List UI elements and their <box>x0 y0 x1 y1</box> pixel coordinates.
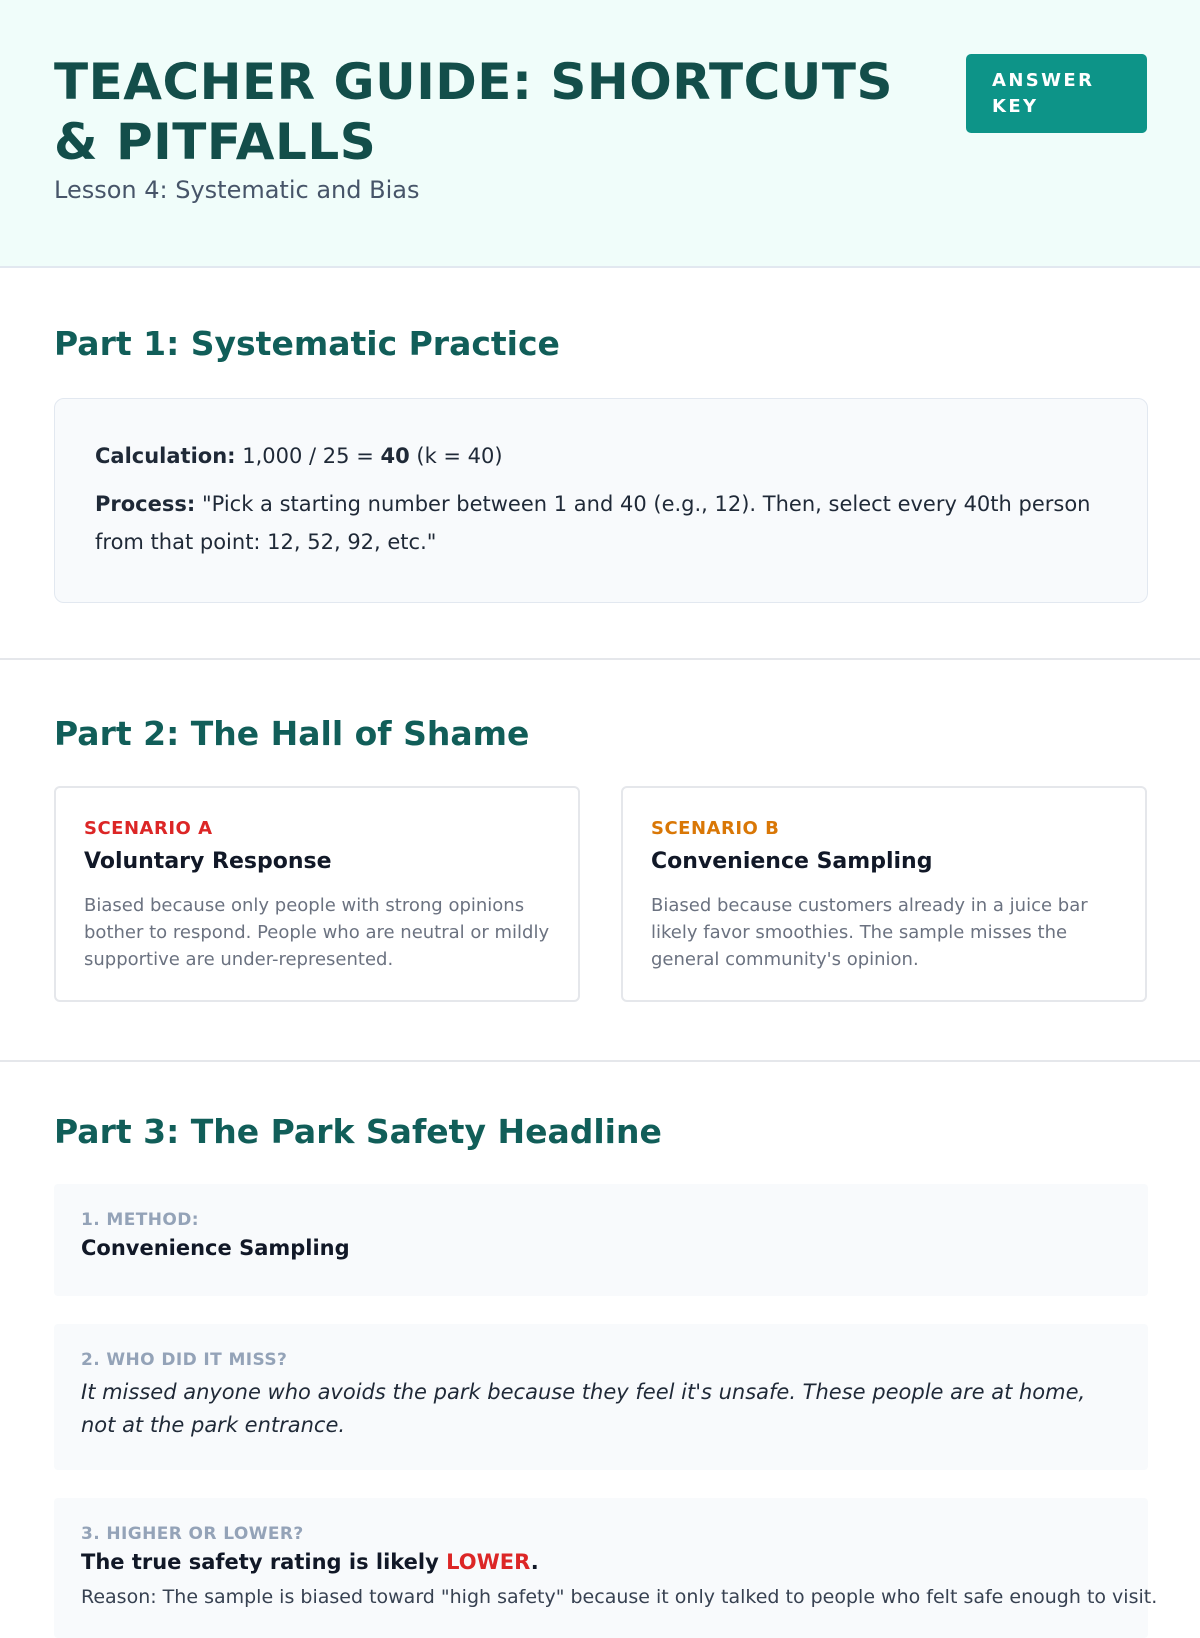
process-line <box>95 485 1107 561</box>
who-missed-answer: It missed anyone who avoids the park because they feel it's unsafe. These people are at home, not at the park entrance. <box>81 1380 1086 1437</box>
higher-lower-prefix: The true safety rating is likely <box>81 1550 447 1574</box>
method-label: 1. METHOD: <box>81 1210 199 1230</box>
scenario-a-body: Biased because only people with strong opinions bother to respond. People who are neutral or mildly supportive are under-represented. <box>84 895 550 970</box>
higher-lower-question <box>54 1498 1158 1638</box>
answer-key-badge: ANSWER KEY <box>966 54 1147 133</box>
higher-lower-reason: Reason: The sample is biased toward "high safety" because it only talked to people who felt safe enough to visit. <box>81 1586 1158 1608</box>
scenario-a-card <box>54 786 580 1002</box>
process-text: "Pick a starting number between 1 and 40 (e.g., 12). Then, select every 40th person from that point: 12, 52, 92, etc." <box>95 492 1091 554</box>
header <box>0 0 1200 268</box>
page-title: TEACHER GUIDE: SHORTCUTS & PITFALLS <box>54 53 894 171</box>
higher-lower-label: 3. HIGHER OR LOWER? <box>81 1524 304 1544</box>
scenario-b-title: Convenience Sampling <box>651 849 933 874</box>
calculation-expression: 1,000 / 25 = <box>242 444 381 468</box>
method-answer: Convenience Sampling <box>81 1236 350 1260</box>
method-question <box>54 1184 1148 1296</box>
calculation-label: Calculation: <box>95 444 236 468</box>
who-missed-label: 2. WHO DID IT MISS? <box>81 1350 288 1370</box>
scenario-b-body: Biased because customers already in a juice bar likely favor smoothies. The sample misses the general community's opinion. <box>651 895 1088 970</box>
part1-title: Part 1: Systematic Practice <box>54 324 560 363</box>
scenario-a-title: Voluntary Response <box>84 849 332 874</box>
part2-title: Part 2: The Hall of Shame <box>54 714 530 753</box>
calculation-line <box>95 437 1107 475</box>
process-label: Process: <box>95 492 196 516</box>
calculation-result: 40 <box>380 444 410 468</box>
scenario-b-tag: SCENARIO B <box>651 818 780 839</box>
scenario-a-tag: SCENARIO A <box>84 818 213 839</box>
higher-lower-suffix: . <box>530 1550 539 1574</box>
lower-highlight: LOWER <box>446 1550 531 1574</box>
part3-title: Part 3: The Park Safety Headline <box>54 1112 662 1151</box>
scenario-b-card <box>621 786 1147 1002</box>
who-missed-question <box>54 1324 1148 1470</box>
higher-lower-answer <box>81 1550 1121 1574</box>
calculation-box <box>54 398 1148 603</box>
page-subtitle: Lesson 4: Systematic and Bias <box>54 176 420 204</box>
calculation-note: (k = 40) <box>409 444 503 468</box>
